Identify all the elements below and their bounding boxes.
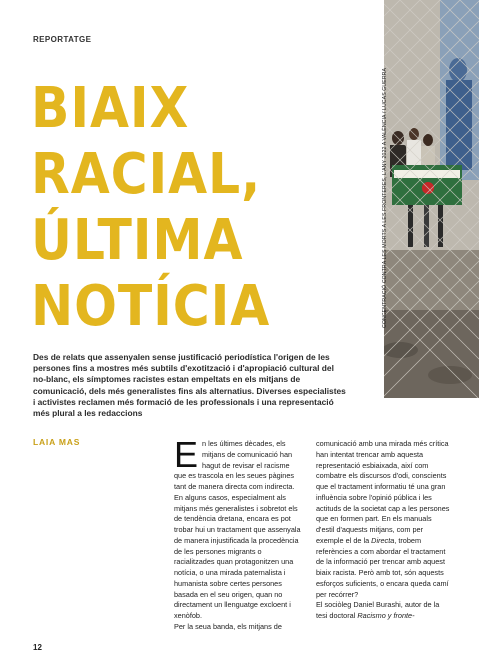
headline-line: NOTÍCIA	[31, 274, 271, 339]
page-number: 12	[33, 643, 42, 652]
headline-line: ÚLTIMA	[31, 208, 244, 273]
photo-credit	[382, 67, 392, 328]
drop-cap: E	[174, 434, 199, 475]
body-paragraph	[316, 600, 450, 622]
headline-line: RACIAL,	[31, 142, 262, 207]
section-label: REPORTATGE	[33, 35, 92, 44]
publication-name: Directa	[371, 535, 395, 545]
photo-credit-text: CONCENTRACIÓ CONTRA LES MORTS A LES FRONTERES, L'ANY 2022 A VALÈNCIA / LUCAS GUERRA	[382, 67, 388, 328]
body-paragraph: Per la seua banda, els mitjans de	[174, 621, 282, 631]
author-byline: LAIA MAS	[33, 437, 81, 447]
lede: Des de relats que assenyalen sense justificació periodística l'origen de les persones fins a mostres més subtils d'exotització i d'apropiació cultural del no-blanc, els símptomes racistes estan empeltats en els mitjans de comunicació, dels més generalistes fins als alternatius. Diverses especialistes i activistes reclamen més formació de les professionals i una representació més plural a les redaccions	[33, 352, 346, 419]
body-text: , trobem referències a com abordar el tractament de la informació per trencar amb aquest biaix racista. Però amb tot, són aquests esforços suficients, o encara queda camí per recórrer?	[316, 535, 449, 599]
body-column-1	[174, 434, 301, 633]
body-text: El sociòleg Daniel Burashi, autor de la tesi doctoral	[316, 600, 440, 620]
body-text: n les últimes dècades, els mitjans de comunicació han hagut de revisar el racisme que es trascola en les seues pàgines tant de manera directa com indirecta. En alguns casos, especialment als mitjans més generalistes i sobretot els de tendència dretana, encara es pot trobar hui un tractament que assenyala de manera injustificada la procedència de les persones migrants o racialitzades quan protagonitzen una notícia, o una mirada paternalista i humanista sobre certes persones basada en el seu origen, quan no directament un llenguatge excloent i xenòfob.	[174, 439, 301, 620]
protest-photo-illustration	[380, 0, 479, 398]
protest-photo	[380, 0, 479, 398]
body-column-2	[316, 439, 450, 622]
headline-line: BIAIX	[31, 76, 190, 141]
headline	[31, 76, 337, 340]
thesis-title: Racismo y fronte-	[357, 611, 415, 620]
body-text: comunicació amb una mirada més crítica han intentat trencar amb aquesta representació esbiaixada, així com combatre els discursos d'odi, conscients que el tractament informatiu té una gran influència sobre l'opinió pública i les actituds de la societat cap a les persones que en formen part. En els manuals d'estil d'aquests mitjans, com per exemple el de la	[316, 439, 450, 545]
body-paragraph	[316, 439, 450, 600]
body-paragraph	[174, 434, 301, 622]
